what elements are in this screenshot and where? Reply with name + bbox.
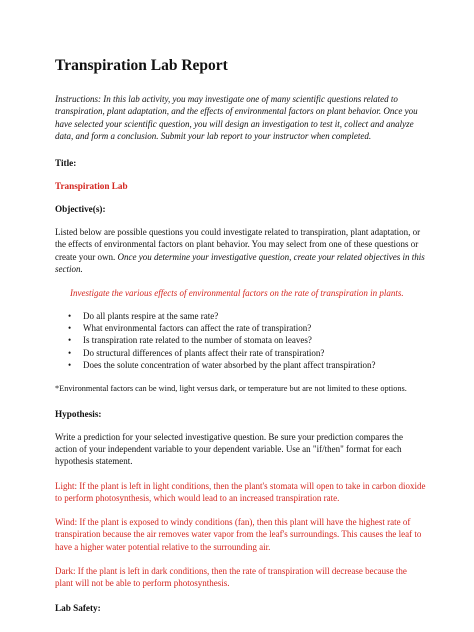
list-item xyxy=(55,359,426,371)
bullet-icon: • xyxy=(68,347,72,358)
list-item-text: Is transpiration rate related to the number of stomata on leaves? xyxy=(83,335,312,346)
objectives-label: Objective(s): xyxy=(55,204,106,215)
list-item xyxy=(55,322,426,334)
factors-note: *Environmental factors can be wind, light versus dark, or temperature but are not limited to these options. xyxy=(55,383,407,393)
document-title: Transpiration Lab Report xyxy=(55,57,228,74)
list-item-text: Does the solute concentration of water absorbed by the plant affect transpiration? xyxy=(83,360,376,371)
lab-safety-label: Lab Safety: xyxy=(55,602,101,613)
objectives-paragraph xyxy=(55,226,426,275)
bullet-icon: • xyxy=(68,335,72,346)
instructions-text: Instructions: In this lab activity, you may investigate one of many scientific questions related to transpiration, plant adaptation, and the effects of environmental factors on plant behavior. Once you have selected your scientific question, you will design an investigation to test it, collect and analyze data, and form a conclusion. Submit your lab report to your instructor when completed. xyxy=(55,94,418,141)
lab-title: Transpiration Lab xyxy=(55,181,128,192)
objective-statement: Investigate the various effects of environmental factors on the rate of transpiration in plants. xyxy=(70,288,404,299)
bullet-icon: • xyxy=(68,323,72,334)
hypothesis-instructions: Write a prediction for your selected investigative question. Be sure your prediction compares the action of your independent variable to your dependent variable. Use an "if/then" format for each hypothesis statement. xyxy=(55,431,404,467)
list-item xyxy=(55,310,426,322)
list-item xyxy=(55,334,426,346)
hypothesis-dark: Dark: If the plant is left in dark conditions, then the rate of transpiration will decrease because the plant will not be able to perform photosynthesis. xyxy=(55,566,407,589)
bullet-icon: • xyxy=(68,310,72,321)
list-item-text: Do structural differences of plants affect their rate of transpiration? xyxy=(83,347,325,358)
objectives-text: Listed below are possible questions you could investigate related to transpiration, plant adaptation, or the effects of environmental factors on plant behavior. You may select from one of these questions or create your own. xyxy=(55,227,421,262)
objectives-italic-text: Once you determine your investigative question, create your related objectives in this section. xyxy=(55,251,425,275)
title-label: Title: xyxy=(55,158,77,169)
list-item-text: Do all plants respire at the same rate? xyxy=(83,310,219,321)
list-item-text: What environmental factors can affect the rate of transpiration? xyxy=(83,323,312,334)
hypothesis-light: Light: If the plant is left in light conditions, then the plant's stomata will open to take in carbon dioxide to perform photosynthesis, which would lead to an increased transpiration rate. xyxy=(55,480,426,503)
bullet-icon: • xyxy=(68,360,72,371)
list-item xyxy=(55,347,426,359)
hypothesis-wind: Wind: If the plant is exposed to windy conditions (fan), then this plant will have the highest rate of transpiration because the air removes water vapor from the leaf's surroundings. This causes the leaf to have a higher water potential relative to the surrounding air. xyxy=(55,517,422,552)
question-list xyxy=(55,310,426,372)
hypothesis-label: Hypothesis: xyxy=(55,408,102,419)
